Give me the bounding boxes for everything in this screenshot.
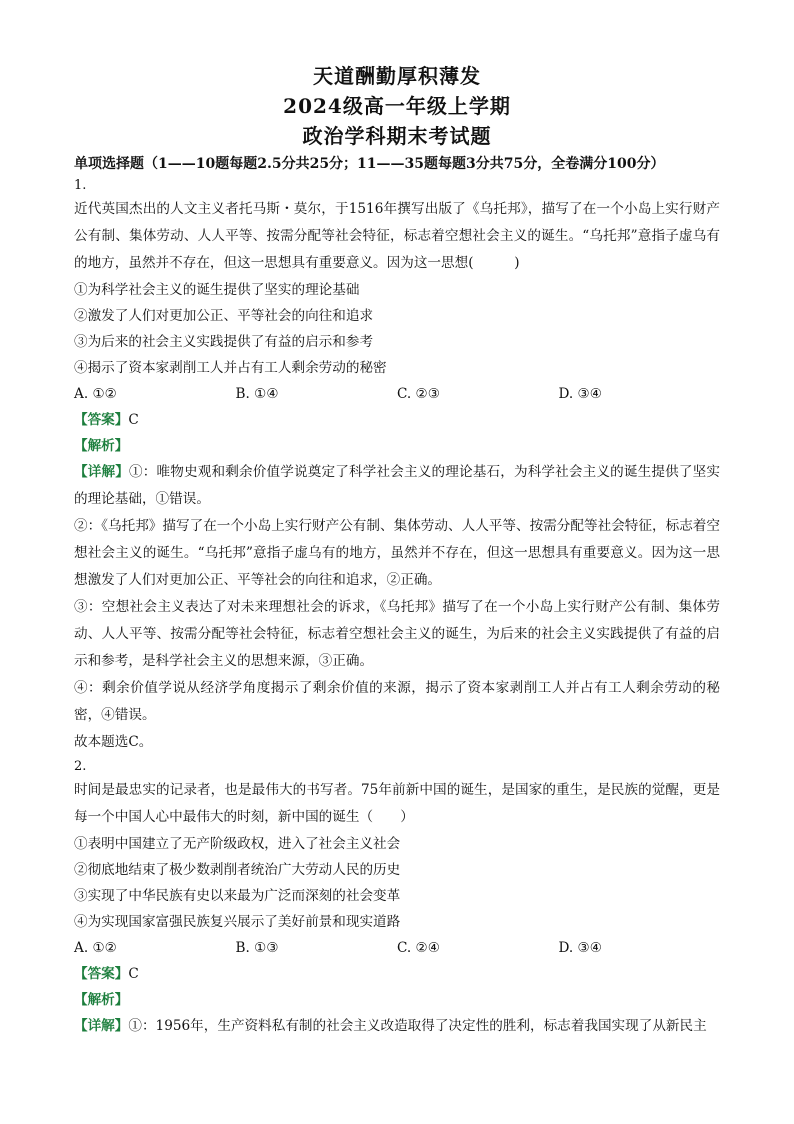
answer-tag: 【答案】	[74, 966, 129, 982]
question-1-statement: ②激发了人们对更加公正、平等社会的向往和追求	[74, 308, 374, 324]
question-2-statement: ②彻底地结束了极少数剥削者统治广大劳动人民的历史	[74, 862, 401, 878]
question-1-conclusion: 故本题选C。	[74, 734, 153, 750]
option-a: A. ①②	[74, 386, 117, 402]
question-1-analysis-tag: 【解析】	[74, 438, 129, 454]
option-b: B. ①④	[235, 386, 279, 402]
explanation-text: ①：唯物史观和剩余价值学说奠定了科学社会主义的理论基石，为科学社会主义的诞生提供了坚实的理论基础，①错误。	[74, 464, 721, 507]
option-d: D. ③④	[558, 940, 602, 956]
question-2-options	[74, 935, 720, 961]
header-motto: 天道酬勤厚积薄发	[313, 64, 481, 88]
question-2-statement: ④为实现国家富强民族复兴展示了美好前景和现实道路	[74, 914, 401, 930]
question-1-explanation: ②：《乌托邦》描写了在一个小岛上实行财产公有制、集体劳动、人人平等、按需分配等社会特征，标志着空想社会主义的诞生。“乌托邦”意指子虚乌有的地方，虽然并不存在，但这一思想具有重要意义。因为这一思想激发了人们对更加公正、平等社会的向往和追求，②正确。	[74, 518, 720, 588]
detail-tag: 【详解】	[74, 464, 129, 480]
question-2-stem: 时间是最忠实的记录者，也是最伟大的书写者。75年前新中国的诞生，是国家的重生，是民族的觉醒，更是每一个中国人心中最伟大的时刻，新中国的诞生（ ）	[74, 782, 720, 825]
option-d: D. ③④	[558, 386, 602, 402]
question-2-statement: ③实现了中华民族有史以来最为广泛而深刻的社会变革	[74, 888, 401, 904]
option-c: C. ②③	[397, 386, 440, 402]
option-b: B. ①③	[235, 940, 279, 956]
header-exam-title: 政治学科期末考试题	[302, 124, 492, 148]
header-grade: 2024级高一年级上学期	[283, 94, 511, 118]
question-1-statement: ③为后来的社会主义实践提供了有益的启示和参考	[74, 334, 374, 350]
question-1-statement: ①为科学社会主义的诞生提供了坚实的理论基础	[74, 282, 360, 298]
question-1-number: 1.	[74, 178, 87, 193]
section-heading: 单项选择题（1——10题每题2.5分共25分；11——35题每题3分共75分，全卷满分100分）	[74, 156, 665, 172]
option-c: C. ②④	[397, 940, 440, 956]
answer-value: C	[128, 966, 139, 982]
question-1-answer	[74, 407, 720, 433]
detail-tag: 【详解】	[74, 1018, 129, 1034]
question-2-number: 2.	[74, 759, 87, 774]
answer-value: C	[128, 412, 139, 428]
question-1-explanation: ③：空想社会主义表达了对未来理想社会的诉求，《乌托邦》描写了在一个小岛上实行财产公有制、集体劳动、人人平等、按需分配等社会特征，标志着空想社会主义的诞生，为后来的社会主义实践提供了有益的启示和参考，是科学社会主义的思想来源，③正确。	[74, 599, 720, 669]
question-1-options	[74, 381, 720, 407]
question-1-explanation	[74, 459, 720, 513]
question-1-explanation: ④：剩余价值学说从经济学角度揭示了剩余价值的来源，揭示了资本家剥削工人并占有工人剩余劳动的秘密，④错误。	[74, 680, 720, 723]
question-2-explanation	[74, 1013, 720, 1040]
question-2-analysis-tag: 【解析】	[74, 992, 129, 1008]
question-2-statement: ①表明中国建立了无产阶级政权，进入了社会主义社会	[74, 836, 401, 852]
option-a: A. ①②	[74, 940, 117, 956]
question-1-statement: ④揭示了资本家剥削工人并占有工人剩余劳动的秘密	[74, 360, 387, 376]
answer-tag: 【答案】	[74, 412, 129, 428]
question-1-stem: 近代英国杰出的人文主义者托马斯・莫尔，于1516年撰写出版了《乌托邦》，描写了在一个小岛上实行财产公有制、集体劳动、人人平等、按需分配等社会特征，标志着空想社会主义的诞生。“乌托邦”意指子虚乌有的地方，虽然并不存在，但这一思想具有重要意义。因为这一思想( )	[74, 201, 720, 271]
question-2-answer	[74, 961, 720, 987]
explanation-text: ①：1956年，生产资料私有制的社会主义改造取得了决定性的胜利，标志着我国实现了从新民主	[128, 1018, 707, 1034]
